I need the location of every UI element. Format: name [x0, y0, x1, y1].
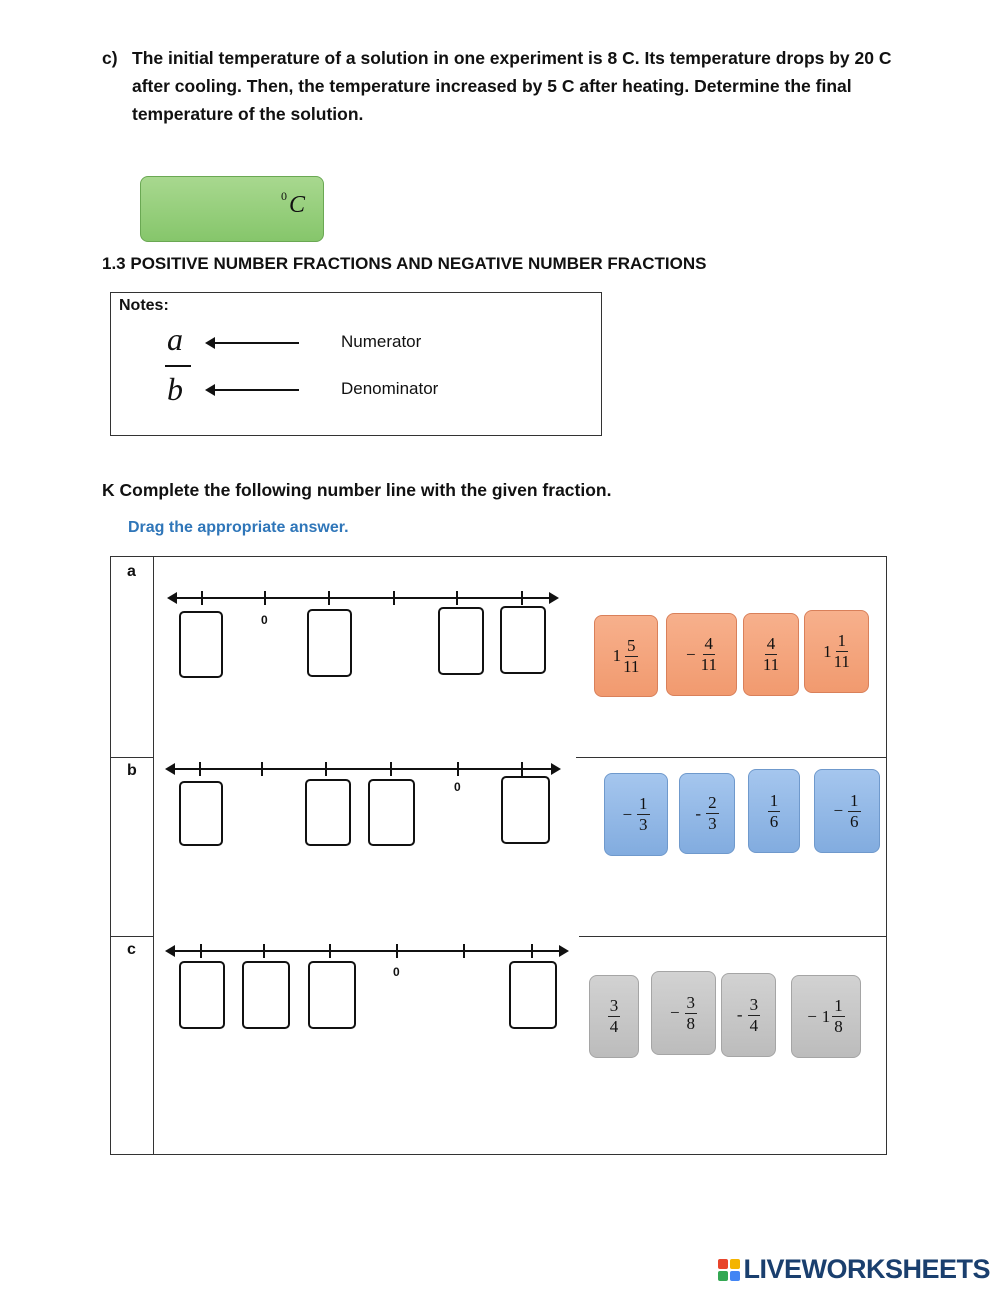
fraction-chip-b-2[interactable] [679, 773, 735, 854]
notes-title: Notes: [119, 297, 169, 314]
drag-instruction: Drag the appropriate answer. [128, 519, 349, 536]
tick [261, 762, 263, 776]
drop-slot-b-3[interactable] [368, 779, 415, 846]
drop-slot-a-3[interactable] [438, 607, 484, 675]
chip-sign: − [833, 801, 844, 820]
logo-square [718, 1259, 728, 1269]
denominator-arrow-icon [207, 389, 299, 391]
chip-numerator: 3 [609, 996, 619, 1015]
chip-numerator: 3 [686, 992, 696, 1012]
tick [201, 591, 203, 605]
chip-denominator: 4 [749, 1015, 759, 1035]
liveworksheets-logo [718, 1254, 990, 1285]
zero-label: 0 [454, 780, 461, 794]
numerator-arrow-icon [207, 342, 299, 344]
chip-denominator: 6 [850, 811, 859, 831]
tick [396, 944, 398, 958]
tick [390, 762, 392, 776]
logo-mark-icon [718, 1259, 740, 1281]
question-c-text: The initial temperature of a solution in one experiment is 8 C. Its temperature drops by 20 C after cooling. Then, the temperature increased by 5 C after heating. Determine the final temperature of the solution. [132, 48, 892, 124]
chip-denominator: 8 [686, 1013, 696, 1033]
row-label-a: a [127, 563, 136, 580]
fraction-chip-a-4[interactable] [804, 610, 869, 693]
tick [521, 591, 523, 605]
fraction-chip-c-1[interactable] [589, 975, 639, 1058]
drop-slot-a-4[interactable] [500, 606, 546, 674]
drop-slot-b-4[interactable] [501, 776, 550, 844]
fraction-chip-a-2[interactable] [666, 613, 737, 696]
logo-square [718, 1271, 728, 1281]
chip-denominator: 4 [609, 1017, 619, 1036]
number-line [171, 597, 555, 599]
drop-slot-c-3[interactable] [308, 961, 356, 1029]
tick [328, 591, 330, 605]
chip-numerator: 3 [749, 994, 759, 1014]
tick [531, 944, 533, 958]
tick [463, 944, 465, 958]
task-k-heading: K Complete the following number line with the given fraction. [102, 480, 612, 500]
question-c-label: c) [102, 48, 118, 68]
chip-numerator: 1 [639, 794, 648, 813]
row-divider [576, 757, 886, 758]
chip-denominator: 3 [708, 814, 717, 833]
drop-slot-b-1[interactable] [179, 781, 223, 846]
fraction-chip-c-4[interactable] [791, 975, 861, 1058]
chip-denominator: 11 [833, 652, 850, 671]
chip-sign: − [669, 1003, 680, 1022]
chip-sign: − [807, 1006, 817, 1026]
tick [200, 944, 202, 958]
chip-numerator: 4 [704, 634, 714, 653]
drop-slot-a-2[interactable] [307, 609, 352, 677]
chip-denominator: 11 [700, 655, 717, 674]
zero-label: 0 [261, 613, 268, 627]
row-divider [579, 936, 886, 937]
chip-numerator: 5 [627, 635, 636, 655]
chip-numerator: 1 [769, 790, 779, 810]
chip-denominator: 11 [762, 655, 780, 674]
fraction-chip-c-3[interactable] [721, 973, 776, 1057]
chip-numerator: 1 [837, 631, 846, 650]
tick [393, 591, 395, 605]
logo-square [730, 1271, 740, 1281]
fraction-chip-a-3[interactable] [743, 613, 799, 696]
tick [325, 762, 327, 776]
section-heading: 1.3 POSITIVE NUMBER FRACTIONS AND NEGATIVE NUMBER FRACTIONS [102, 254, 707, 273]
zero-label: 0 [393, 965, 400, 979]
drop-slot-a-1[interactable] [179, 611, 223, 678]
tick [456, 591, 458, 605]
table-column-divider [153, 557, 154, 1154]
fraction-chip-c-2[interactable] [651, 971, 716, 1055]
tick [264, 591, 266, 605]
tick [521, 762, 523, 776]
tick [329, 944, 331, 958]
fraction-chip-b-4[interactable] [814, 769, 880, 853]
unit-letter: C [288, 192, 305, 218]
chip-denominator: 8 [834, 1017, 843, 1036]
row-divider [111, 757, 153, 758]
numerator-symbol: a [167, 321, 183, 357]
row-label-b: b [127, 762, 137, 779]
degree-symbol: 0 [280, 189, 287, 203]
drop-slot-c-2[interactable] [242, 961, 290, 1029]
chip-whole: 1 [823, 641, 832, 661]
notes-box [110, 292, 602, 436]
drop-slot-c-1[interactable] [179, 961, 225, 1029]
logo-text: LIVEWORKSHEETS [743, 1254, 990, 1284]
tick [199, 762, 201, 776]
logo-square [730, 1259, 740, 1269]
row-label-c: c [127, 941, 136, 958]
row-divider [111, 936, 153, 937]
fraction-chip-a-1[interactable] [594, 615, 658, 697]
chip-denominator: 3 [639, 815, 648, 834]
chip-whole: 1 [612, 646, 622, 665]
tick [457, 762, 459, 776]
chip-numerator: 4 [766, 634, 776, 653]
question-c [102, 44, 932, 128]
chip-whole: 1 [821, 1006, 831, 1026]
numerator-label: Numerator [341, 332, 422, 351]
tick [263, 944, 265, 958]
chip-denominator: 6 [769, 811, 779, 831]
drop-slot-b-2[interactable] [305, 779, 351, 846]
number-line [169, 768, 557, 770]
celsius-unit [281, 189, 305, 219]
chip-sign: − [686, 644, 696, 664]
drop-slot-c-4[interactable] [509, 961, 557, 1029]
chip-numerator: 2 [708, 793, 717, 812]
chip-sign: - [695, 803, 702, 823]
chip-numerator: 1 [834, 996, 843, 1015]
chip-sign: - [736, 1005, 743, 1024]
chip-denominator: 11 [623, 656, 640, 676]
fraction-chip-b-1[interactable] [604, 773, 668, 856]
chip-sign: − [622, 804, 633, 824]
number-line [169, 950, 565, 952]
denominator-label: Denominator [341, 379, 439, 398]
temperature-answer-input[interactable] [140, 176, 324, 242]
chip-numerator: 1 [850, 790, 859, 810]
fraction-bar [165, 365, 191, 367]
denominator-symbol: b [167, 371, 183, 407]
fraction-chip-b-3[interactable] [748, 769, 800, 853]
exercise-table [110, 556, 887, 1155]
